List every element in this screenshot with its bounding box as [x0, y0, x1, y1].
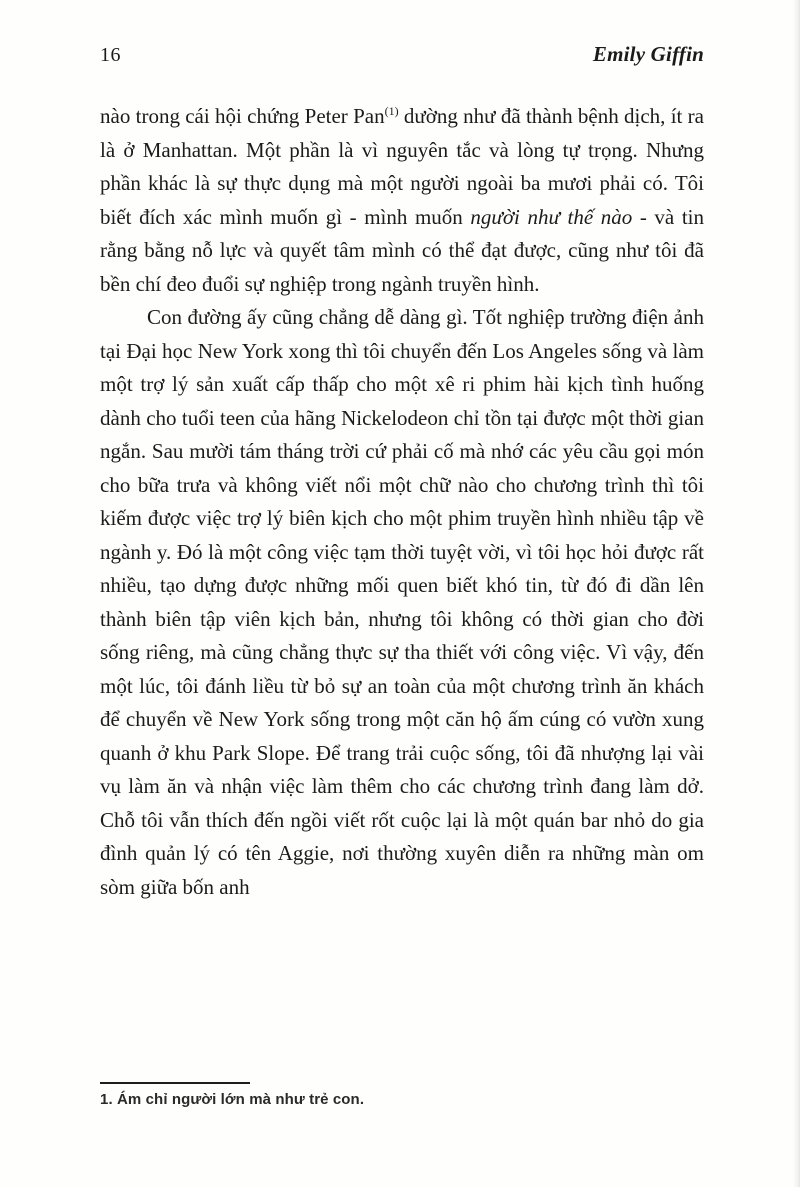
page-edge-shadow [793, 0, 800, 1187]
paragraph-1-text: nào trong cái hội chứng Peter Pan [100, 104, 385, 128]
italic-phrase: người như thế nào [470, 204, 633, 229]
page-number: 16 [100, 44, 121, 66]
paragraph-1-text: - và tin rằng bằng nỗ lực và quyết tâm mình có thể đạt được, cũng như tôi đã bền chí đeo đuổi sự nghiệp trong ngành truyền hình. [100, 204, 705, 296]
body-text [100, 100, 704, 904]
footnote-marker: (1) [384, 104, 399, 118]
paragraph-1 [100, 100, 704, 301]
page-header [100, 42, 704, 67]
paragraph-1-text: dường như đã thành bệnh dịch, ít ra là ở Manhattan. Một phần là vì nguyên tắc và lòng tự trọng. Nhưng phần khác là sự thực dụng mà một người ngoài ba mươi phải có. Tôi biết đích xác mình muốn gì - mình muốn [100, 104, 704, 229]
paragraph-2: Con đường ấy cũng chẳng dễ dàng gì. Tốt nghiệp trường điện ảnh tại Đại học New York xong thì tôi chuyển đến Los Angeles sống và làm một trợ lý sản xuất cấp thấp cho một xê ri phim hài kịch tình huống dành cho tuổi teen của hãng Nickelodeon chỉ tồn tại được một thời gian ngắn. Sau mười tám tháng trời cứ phải cố mà nhớ các yêu cầu gọi món cho bữa trưa và không viết nổi một chữ nào cho chương trình thì tôi kiếm được việc trợ lý biên kịch cho một phim truyền hình nhiều tập về ngành y. Đó là một công việc tạm thời tuyệt vời, vì tôi học hỏi được rất nhiều, tạo dựng được những mối quen biết khó tin, từ đó đi dần lên thành biên tập viên kịch bản, nhưng tôi không có thời gian cho đời sống riêng, mà cũng chẳng thực sự tha thiết với công việc. Vì vậy, đến một lúc, tôi đánh liều từ bỏ sự an toàn của một chương trình ăn khách để chuyển về New York sống trong một căn hộ ấm cúng có vườn xung quanh ở khu Park Slope. Để trang trải cuộc sống, tôi đã nhượng lại vài vụ làm ăn và nhận việc làm thêm cho các chương trình đang làm dở. Chỗ tôi vẫn thích đến ngồi viết rốt cuộc lại là một quán bar nhỏ do gia đình quản lý có tên Aggie, nơi thường xuyên diễn ra những màn om sòm giữa bốn anh [100, 305, 704, 899]
footnote-divider [100, 1082, 250, 1084]
footnote-area [100, 1082, 704, 1108]
running-header-author: Emily Giffin [592, 42, 704, 66]
footnote-text: 1. Ám chỉ người lớn mà như trẻ con. [100, 1091, 365, 1108]
